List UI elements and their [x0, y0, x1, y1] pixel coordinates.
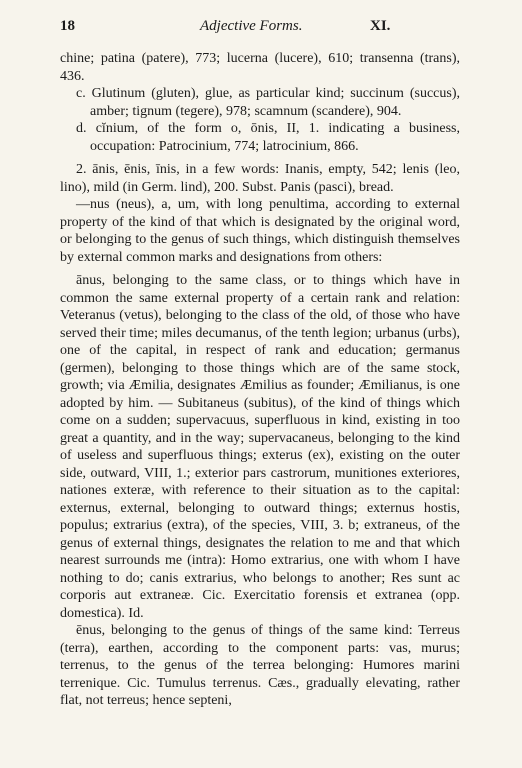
paragraph-cinium: d. cĭnium, of the form o, ōnis, II, 1. indicating a business, occupation: Patrocinium, 774; latrocinium, 866.	[76, 121, 460, 154]
paragraph-anus: ānus, belonging to the same class, or to things which have in common the same external property of a certain rank and relation: Veteranus (vetus), belonging to the class of the old, of those who have served their time; miles decumanus, of the tenth legion; urbanus (urbs), one of the capital, in respect of rank and education; germanus (germen), belonging to those things which are of the same stock, growth; via Æmilia, designates Æmilius as founder; Æmilianus, is one adopted by him. — Subitaneus (subitus), of the kind of things which come on a sudden; supervacuus, superfluous in kind, existing in too great a quantity, and in the way; supervacaneus, belonging to the kind of useless and superfluous things; exterus (ex), existing on the outer side, outward, VIII, 1.; exterior pars castrorum, munitiones exteriores, nationes exteræ, with reference to their situation as to the capital: externus, external, belonging to outward things; externus hostis, populus; extrarius (extra), of the species, VIII, 3. b; extraneus, of the genus of external things, designates the relation to me and that which nearest surrounds me (intra): Homo extrarius, one with whom I have nothing to do; canis extrarius, who belongs to another; Res sunt ac corporis aut extraneæ. Cic. Exercitatio forensis et extranea (opp. domestica). Id.	[60, 273, 460, 621]
paragraph-enus: ēnus, belonging to the genus of things of the same kind: Terreus (terra), earthen, according to the component parts: vas, murus; terrenus, to the genus of the terrea belonging: Humores marini terrenique. Cic. Tumulus terrenus. Cæs., gradually elevating, rather flat, not terreus; hence septeni,	[60, 623, 460, 708]
paragraph-continuation: chine; patina (patere), 773; lucerna (lucere), 610; transenna (trans), 436.	[60, 51, 460, 84]
section-number: XI.	[370, 18, 391, 34]
page-number: 18	[60, 18, 75, 34]
paragraph-nus: —nus (neus), a, um, with long penultima, according to external property of the kind of that which is designated by the original word, or belonging to the genus of such things, which distinguish themselves by external common marks and designations from others:	[60, 197, 460, 265]
page-body	[60, 50, 460, 710]
paragraph-anis: 2. ānis, ēnis, īnis, in a few words: Inanis, empty, 542; lenis (leo, lino), mild (in Germ. lind), 200. Subst. Panis (pasci), bread.	[60, 162, 460, 195]
running-title: Adjective Forms.	[200, 18, 303, 34]
paragraph-glutinum: c. Glutinum (gluten), glue, as particular kind; succinum (succus), amber; tignum (tegere), 978; scamnum (scandere), 904.	[76, 86, 460, 119]
running-header	[0, 18, 522, 40]
